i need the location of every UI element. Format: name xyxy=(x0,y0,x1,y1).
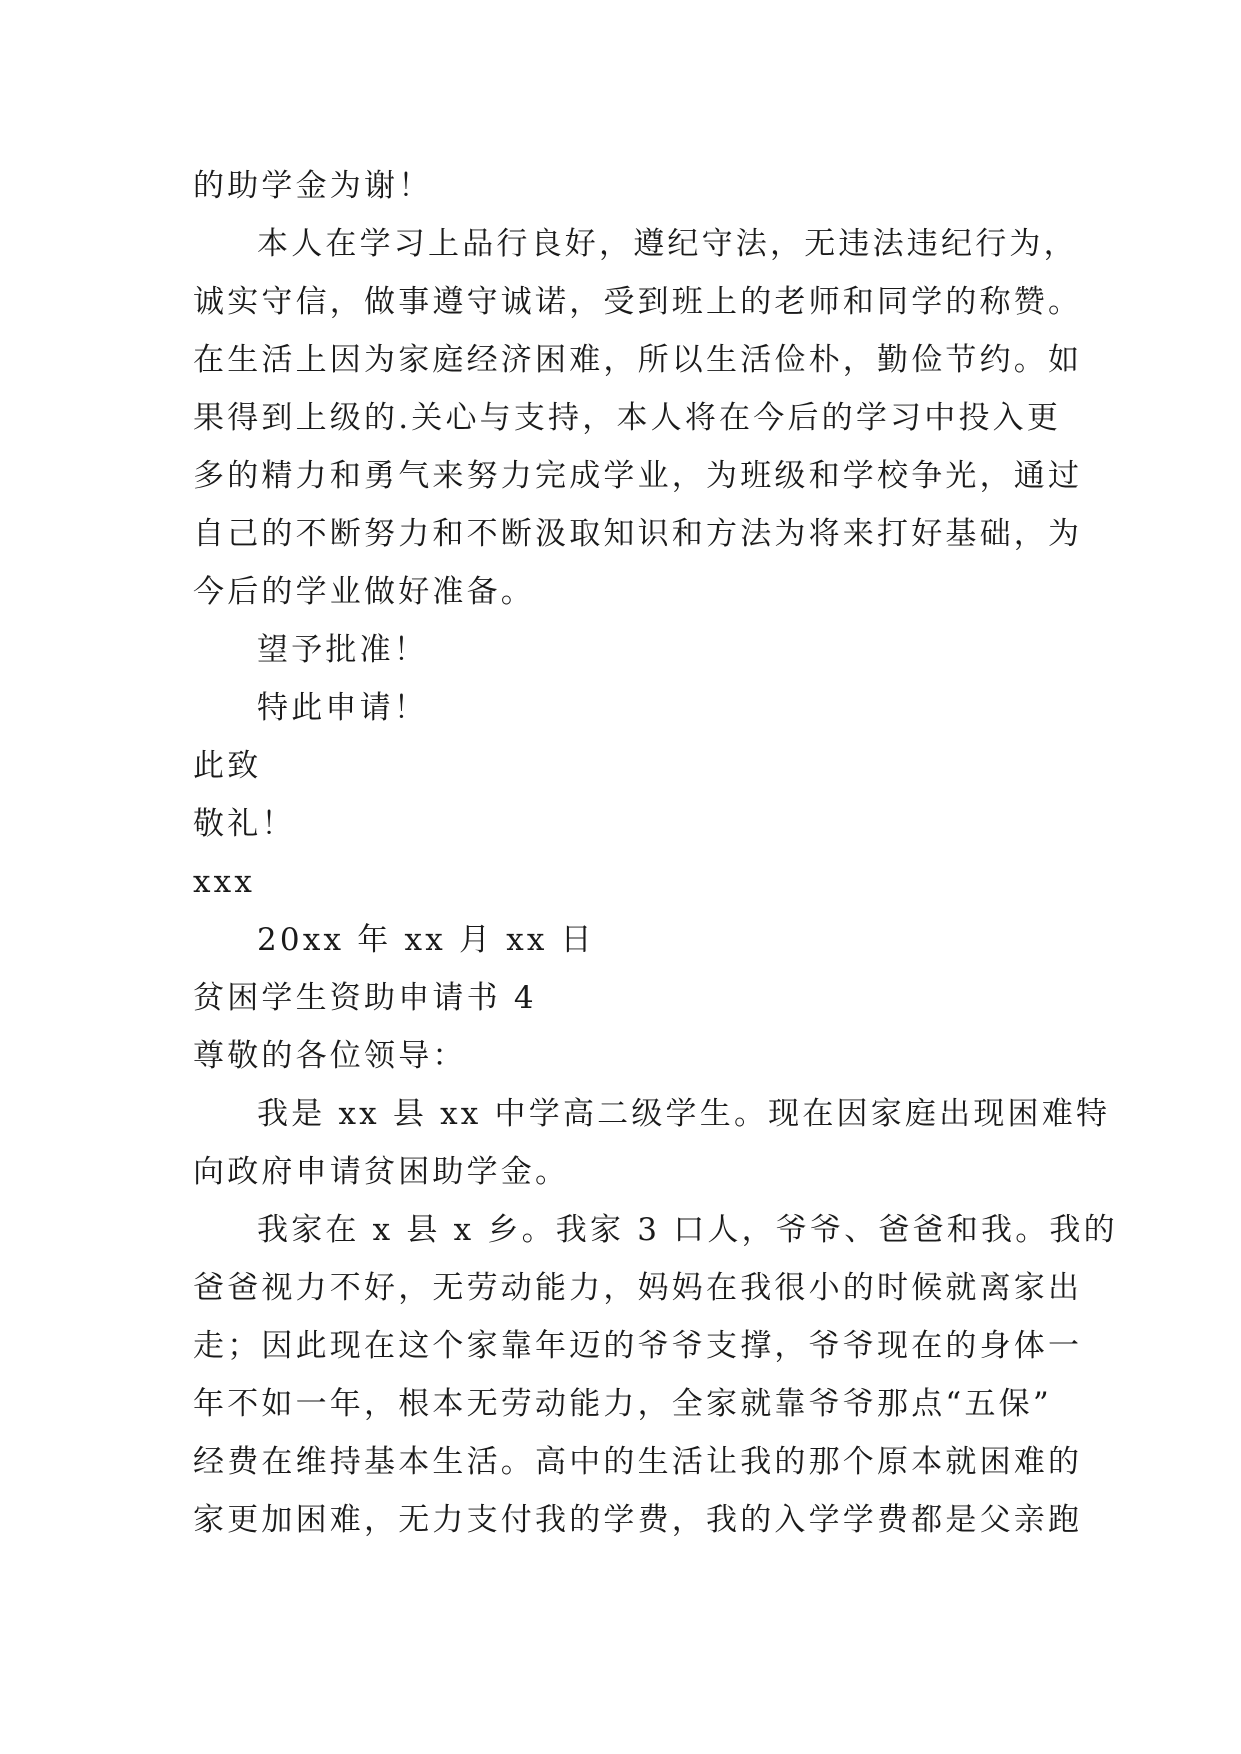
text-line: 家更加困难，无力支付我的学费，我的入学学费都是父亲跑 xyxy=(193,1502,1083,1538)
text-line: 我家在 x 县 x 乡。我家 3 口人，爷爷、爸爸和我。我的 xyxy=(257,1212,1118,1248)
text-line: 我是 xx 县 xx 中学高二级学生。现在因家庭出现困难特 xyxy=(257,1096,1111,1132)
closing-salutation: 此致 xyxy=(193,748,262,784)
text-line: 望予批准！ xyxy=(257,632,428,668)
text-line: 在生活上因为家庭经济困难，所以生活俭朴，勤俭节约。如 xyxy=(193,342,1083,378)
text-line: 诚实守信，做事遵守诚诺，受到班上的老师和同学的称赞。 xyxy=(193,284,1083,320)
text-line: 的助学金为谢！ xyxy=(193,168,433,204)
section-heading: 贫困学生资助申请书 4 xyxy=(193,980,537,1016)
text-line: 年不如一年，根本无劳动能力，全家就靠爷爷那点“五保” xyxy=(193,1386,1052,1422)
text-line: 多的精力和勇气来努力完成学业，为班级和学校争光，通过 xyxy=(193,458,1083,494)
text-line: 特此申请！ xyxy=(257,690,428,726)
text-line: 自己的不断努力和不断汲取知识和方法为将来打好基础，为 xyxy=(193,516,1083,552)
text-line: 今后的学业做好准备。 xyxy=(193,574,535,610)
text-line: 本人在学习上品行良好，遵纪守法，无违法违纪行为， xyxy=(257,226,1078,262)
text-line: 经费在维持基本生活。高中的生活让我的那个原本就困难的 xyxy=(193,1444,1083,1480)
text-line: 果得到上级的.关心与支持，本人将在今后的学习中投入更 xyxy=(193,400,1062,436)
signature-name: xxx xyxy=(193,864,256,900)
greeting: 尊敬的各位领导： xyxy=(193,1038,467,1074)
text-line: 爸爸视力不好，无劳动能力，妈妈在我很小的时候就离家出 xyxy=(193,1270,1083,1306)
signature-date: 20xx 年 xx 月 xx 日 xyxy=(257,922,595,958)
text-line: 走；因此现在这个家靠年迈的爷爷支撑，爷爷现在的身体一 xyxy=(193,1328,1083,1364)
text-line: 向政府申请贫困助学金。 xyxy=(193,1154,570,1190)
closing-regards: 敬礼！ xyxy=(193,806,296,842)
